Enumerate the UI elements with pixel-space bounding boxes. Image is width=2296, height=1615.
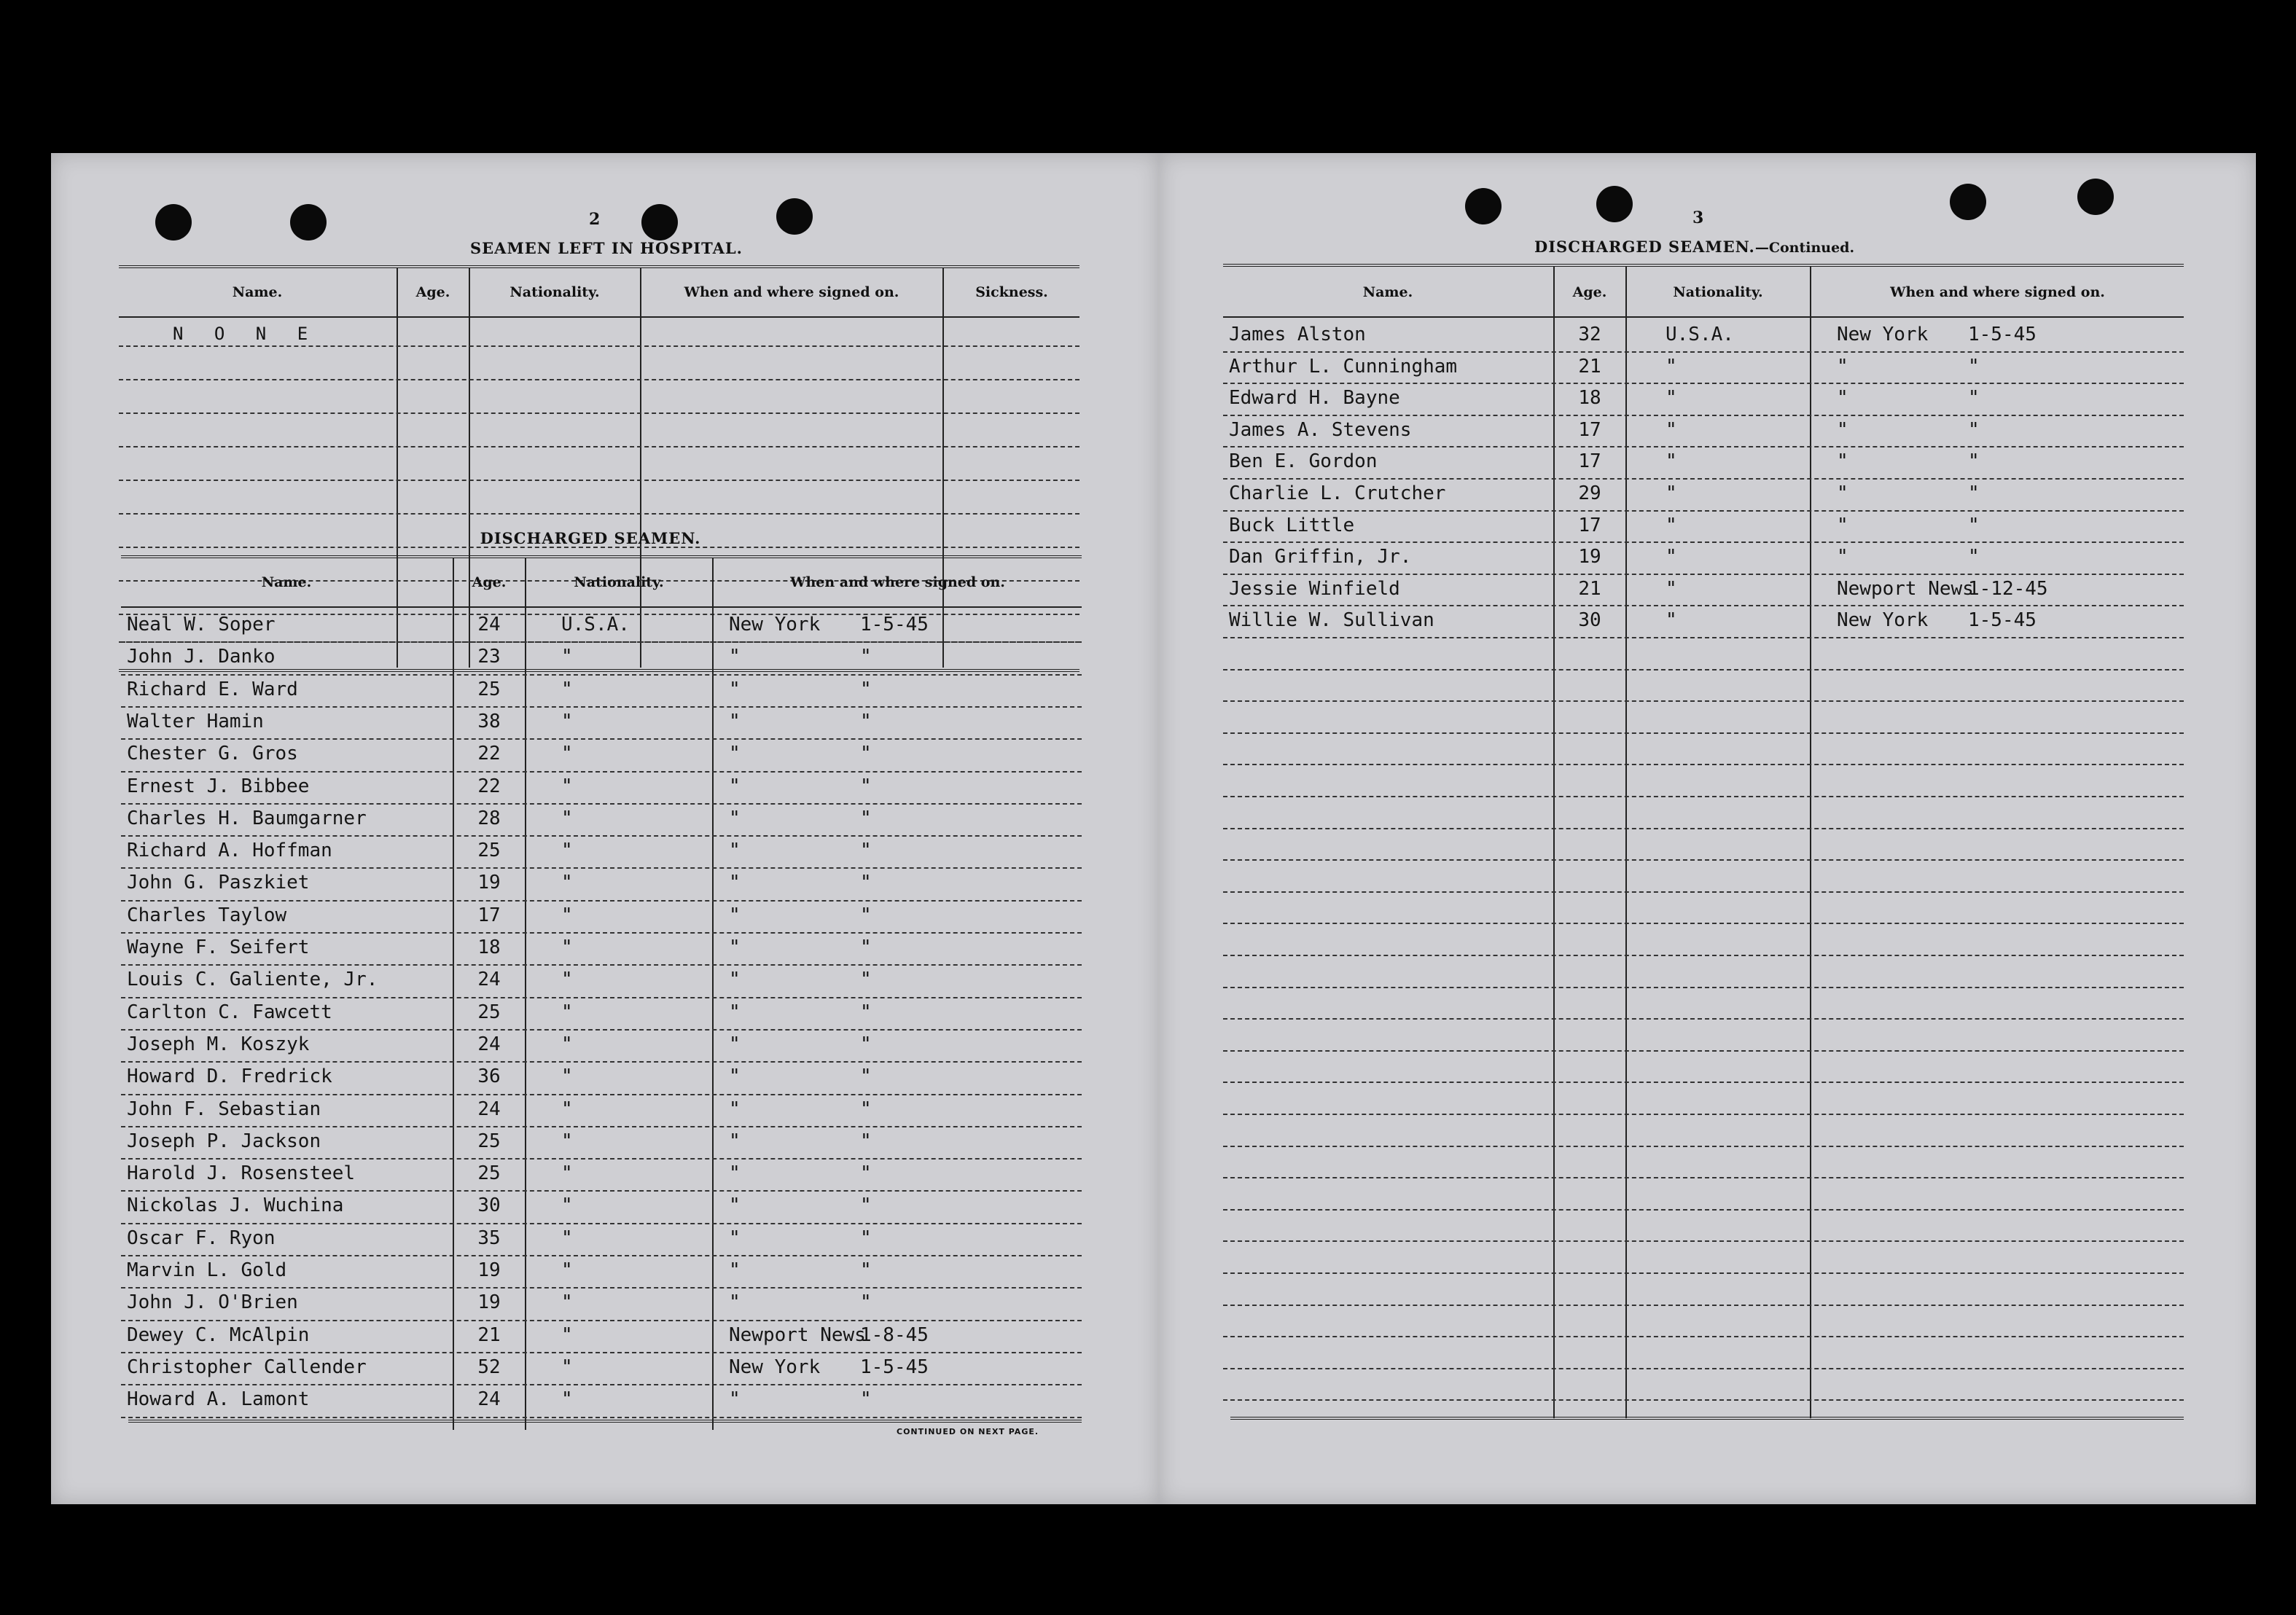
row-nationality: " (561, 678, 573, 700)
row-age: 19 (1578, 546, 1601, 568)
table-row-line (121, 1158, 1082, 1160)
row-nationality: " (561, 710, 573, 732)
binder-hole (1465, 188, 1502, 224)
table-row-line (1223, 605, 2184, 606)
hospital-header-sickness: Sickness. (975, 284, 1048, 300)
table-row-line (1223, 637, 2184, 638)
row-signed-on-date: 1-12-45 (1968, 577, 2048, 600)
row-signed-on-place: " (729, 646, 741, 668)
row-signed-on-place: Newport News (729, 1323, 866, 1346)
table-row-line (1223, 955, 2184, 956)
row-signed-on-place: " (729, 1388, 741, 1411)
right-header-rule (1223, 316, 2184, 318)
row-signed-on-date: 1-8-45 (860, 1323, 929, 1346)
row-signed-on-place: " (1837, 418, 1848, 441)
row-signed-on-place: " (729, 1259, 741, 1281)
row-age: 24 (477, 1388, 501, 1411)
row-signed-on-place: " (1837, 387, 1848, 410)
discharged-col-divider (525, 558, 526, 1430)
table-row-line (1223, 510, 2184, 512)
row-age: 29 (1578, 482, 1601, 504)
row-nationality: " (561, 1259, 573, 1281)
section-title-suffix: —Continued. (1754, 240, 1855, 256)
row-nationality: " (561, 1130, 573, 1152)
table-row-line (1223, 1114, 2184, 1115)
table-row-line (121, 1126, 1082, 1127)
row-nationality: " (1666, 482, 1677, 504)
row-nationality: " (1666, 514, 1677, 536)
row-name: Willie W. Sullivan (1229, 609, 1434, 632)
table-row-line (121, 932, 1082, 934)
row-name: Chester G. Gros (127, 743, 298, 765)
row-nationality: " (561, 1065, 573, 1088)
row-age: 21 (1578, 577, 1601, 600)
table-row-line (1223, 859, 2184, 861)
table-row-line (121, 964, 1082, 966)
row-age: 32 (1578, 324, 1601, 345)
table-row-line (121, 1061, 1082, 1063)
discharged-table-top-rule (121, 555, 1082, 558)
table-row-line (1223, 383, 2184, 384)
row-name: Christopher Callender (127, 1356, 367, 1378)
table-row-line (1223, 446, 2184, 447)
hospital-section-title: SEAMEN LEFT IN HOSPITAL. (470, 239, 743, 257)
table-row-line (1223, 732, 2184, 734)
hospital-row-line (119, 480, 1079, 481)
discharged-header-rule (121, 606, 1082, 608)
row-signed-on-place: " (729, 1065, 741, 1088)
row-age: 38 (477, 710, 501, 732)
row-name: Arthur L. Cunningham (1229, 355, 1458, 378)
hospital-header-name: Name. (232, 284, 283, 300)
table-row-line (121, 706, 1082, 708)
table-row-line (121, 900, 1082, 902)
table-row-line (121, 803, 1082, 805)
row-age: 19 (477, 1259, 501, 1281)
row-signed-on-date: " (860, 678, 872, 700)
row-signed-on-place: " (1837, 482, 1848, 504)
row-signed-on-date: " (860, 904, 872, 926)
row-name: Charles H. Baumgarner (127, 807, 367, 829)
row-signed-on-place: " (1837, 355, 1848, 378)
table-row-line (121, 1417, 1082, 1418)
row-age: 19 (477, 1291, 501, 1314)
row-signed-on-date: " (1968, 355, 1980, 378)
row-nationality: " (1666, 355, 1677, 378)
row-age: 24 (477, 614, 501, 636)
row-signed-on-place: " (729, 1130, 741, 1152)
hospital-row-line (119, 379, 1079, 380)
row-signed-on-date: 1-5-45 (1968, 609, 2037, 632)
row-signed-on-place: " (729, 840, 741, 862)
row-signed-on-place: " (1837, 514, 1848, 536)
row-signed-on-place: New York (729, 1356, 821, 1378)
row-age: 25 (477, 1162, 501, 1185)
row-signed-on-place: " (729, 1162, 741, 1185)
row-signed-on-place: New York (1837, 609, 1929, 632)
row-signed-on-place: " (729, 1291, 741, 1314)
row-signed-on-date: " (860, 1001, 872, 1023)
row-signed-on-place: " (729, 1098, 741, 1120)
row-signed-on-date: " (860, 1098, 872, 1120)
row-name: Edward H. Bayne (1229, 387, 1400, 410)
table-row-line (1223, 1082, 2184, 1083)
row-name: Howard D. Fredrick (127, 1065, 332, 1088)
row-age: 22 (477, 743, 501, 765)
row-signed-on-place: " (729, 807, 741, 829)
row-age: 23 (477, 646, 501, 668)
row-nationality: " (561, 646, 573, 668)
table-row-line (1223, 891, 2184, 893)
row-name: Louis C. Galiente, Jr. (127, 969, 378, 991)
row-nationality: " (561, 904, 573, 926)
row-signed-on-date: " (1968, 450, 1980, 473)
row-age: 24 (477, 1098, 501, 1120)
table-row-line (121, 1190, 1082, 1192)
row-signed-on-date: " (1968, 418, 1980, 441)
row-nationality: " (561, 1098, 573, 1120)
row-age: 25 (477, 1130, 501, 1152)
table-row-line (121, 641, 1082, 643)
discharged-table-bottom-rule (128, 1420, 1082, 1423)
right-col-divider (1810, 267, 1811, 1418)
row-signed-on-date: " (860, 1065, 872, 1088)
hospital-none-entry: N O N E (173, 324, 319, 344)
table-row-line (1223, 923, 2184, 924)
table-row-line (1223, 351, 2184, 353)
row-name: Dewey C. McAlpin (127, 1323, 310, 1346)
row-name: Carlton C. Fawcett (127, 1001, 332, 1023)
row-nationality: " (561, 840, 573, 862)
row-name: Walter Hamin (127, 710, 264, 732)
table-row-line (1223, 1177, 2184, 1178)
row-signed-on-date: " (860, 743, 872, 765)
row-name: Richard E. Ward (127, 678, 298, 700)
row-signed-on-place: " (729, 1227, 741, 1249)
row-name: Harold J. Rosensteel (127, 1162, 356, 1185)
row-age: 21 (477, 1323, 501, 1346)
table-row-line (1223, 796, 2184, 797)
row-signed-on-date: " (860, 1033, 872, 1055)
row-nationality: " (561, 1033, 573, 1055)
discharged-header-name: Name. (261, 574, 312, 590)
right-header-age: Age. (1572, 284, 1607, 300)
row-signed-on-date: " (860, 1194, 872, 1217)
row-signed-on-date: " (860, 1388, 872, 1411)
row-name: Joseph P. Jackson (127, 1130, 321, 1152)
table-row-line (121, 1287, 1082, 1289)
hospital-table-bottom-rule (119, 669, 1079, 672)
row-age: 17 (1578, 418, 1601, 441)
row-signed-on-date: " (1968, 482, 1980, 504)
right-header-nationality: Nationality. (1673, 284, 1763, 300)
row-nationality: " (561, 775, 573, 797)
row-signed-on-place: " (729, 904, 741, 926)
row-nationality: " (1666, 546, 1677, 568)
hospital-table-top-rule (119, 265, 1079, 268)
hospital-header-signed-on: When and where signed on. (684, 284, 899, 300)
row-signed-on-date: " (860, 1291, 872, 1314)
row-age: 21 (1578, 355, 1601, 378)
row-age: 17 (1578, 514, 1601, 536)
row-signed-on-place: " (729, 678, 741, 700)
table-row-line (121, 867, 1082, 869)
table-row-line (1223, 1336, 2184, 1337)
row-nationality: " (1666, 450, 1677, 473)
row-age: 19 (477, 872, 501, 894)
row-signed-on-date: " (860, 1227, 872, 1249)
row-nationality: " (1666, 577, 1677, 600)
table-row-line (1223, 1018, 2184, 1020)
row-name: John F. Sebastian (127, 1098, 321, 1120)
binder-hole (155, 204, 192, 241)
table-row-line (1223, 987, 2184, 988)
table-row-line (121, 738, 1082, 740)
binder-hole (2077, 179, 2114, 215)
table-row-line (1223, 1146, 2184, 1147)
table-row-line (1223, 1305, 2184, 1306)
row-name: John G. Paszkiet (127, 872, 310, 894)
right-header-signed-on: When and where signed on. (1890, 284, 2105, 300)
discharged-section-title: DISCHARGED SEAMEN. (480, 529, 701, 547)
row-signed-on-place: " (1837, 450, 1848, 473)
row-age: 17 (477, 904, 501, 926)
row-age: 17 (1578, 450, 1601, 473)
row-nationality: U.S.A. (1666, 324, 1734, 345)
row-nationality: " (561, 1388, 573, 1411)
table-row-line (1223, 828, 2184, 829)
row-signed-on-date: " (860, 840, 872, 862)
row-signed-on-place: " (729, 710, 741, 732)
table-row-line (1223, 700, 2184, 702)
row-age: 25 (477, 1001, 501, 1023)
discharged-header-signed-on: When and where signed on. (790, 574, 1005, 590)
table-row-line (121, 771, 1082, 773)
table-row-line (1223, 1368, 2184, 1369)
hospital-row-line (119, 345, 1079, 347)
row-signed-on-date: " (860, 710, 872, 732)
row-age: 30 (477, 1194, 501, 1217)
binder-hole (290, 204, 327, 241)
row-name: James Alston (1229, 324, 1366, 345)
hospital-row-line (119, 513, 1079, 515)
hospital-header-age: Age. (415, 284, 450, 300)
row-name: Charlie L. Crutcher (1229, 482, 1446, 504)
row-signed-on-place: " (1837, 546, 1848, 568)
row-nationality: " (1666, 609, 1677, 632)
table-row-line (121, 1029, 1082, 1031)
row-nationality: U.S.A. (561, 614, 630, 636)
row-signed-on-date: " (1968, 546, 1980, 568)
row-signed-on-place: New York (1837, 324, 1929, 345)
right-table-bottom-rule (1230, 1417, 2184, 1420)
table-row-line (1223, 1050, 2184, 1052)
row-name: Charles Taylow (127, 904, 287, 926)
row-name: Joseph M. Koszyk (127, 1033, 310, 1055)
table-row-line (121, 674, 1082, 676)
row-signed-on-place: " (729, 872, 741, 894)
binder-hole (1950, 184, 1986, 220)
table-row-line (121, 1094, 1082, 1095)
row-age: 25 (477, 840, 501, 862)
hospital-header-nationality: Nationality. (509, 284, 600, 300)
row-name: Dan Griffin, Jr. (1229, 546, 1412, 568)
binder-hole (1596, 186, 1633, 222)
row-name: Wayne F. Seifert (127, 936, 310, 958)
table-row-line (121, 1223, 1082, 1224)
table-row-line (121, 1255, 1082, 1256)
row-signed-on-date: " (860, 1130, 872, 1152)
row-name: Ernest J. Bibbee (127, 775, 310, 797)
row-nationality: " (561, 1194, 573, 1217)
table-row-line (1223, 669, 2184, 670)
table-row-line (121, 1352, 1082, 1353)
page-number: 3 (1692, 208, 1704, 227)
table-row-line (1223, 574, 2184, 575)
row-age: 22 (477, 775, 501, 797)
row-name: James A. Stevens (1229, 418, 1412, 441)
binder-hole (641, 204, 678, 241)
row-signed-on-place: " (729, 1033, 741, 1055)
table-row-line (121, 835, 1082, 837)
row-age: 52 (477, 1356, 501, 1378)
table-row-line (1223, 1399, 2184, 1401)
row-signed-on-date: 1-5-45 (1968, 324, 2037, 345)
continued-note: CONTINUED ON NEXT PAGE. (897, 1427, 1039, 1436)
row-name: Howard A. Lamont (127, 1388, 310, 1411)
row-age: 36 (477, 1065, 501, 1088)
discharged-continued-title (1534, 238, 1855, 256)
row-nationality: " (561, 1291, 573, 1314)
row-signed-on-date: " (860, 936, 872, 958)
row-nationality: " (561, 872, 573, 894)
row-signed-on-place: " (729, 743, 741, 765)
binder-hole (776, 198, 813, 235)
row-nationality: " (561, 1001, 573, 1023)
row-name: Oscar F. Ryon (127, 1227, 276, 1249)
row-nationality: " (561, 743, 573, 765)
row-nationality: " (561, 1323, 573, 1346)
right-header-name: Name. (1362, 284, 1413, 300)
row-signed-on-date: " (860, 807, 872, 829)
row-age: 28 (477, 807, 501, 829)
row-name: Neal W. Soper (127, 614, 276, 636)
row-signed-on-date: " (860, 775, 872, 797)
row-nationality: " (561, 1356, 573, 1378)
row-signed-on-date: " (860, 969, 872, 991)
row-signed-on-place: " (729, 969, 741, 991)
row-signed-on-date: 1-5-45 (860, 614, 929, 636)
table-row-line (121, 1320, 1082, 1321)
row-signed-on-date: 1-5-45 (860, 1356, 929, 1378)
row-signed-on-date: " (1968, 514, 1980, 536)
page-number: 2 (589, 210, 601, 229)
row-nationality: " (1666, 387, 1677, 410)
row-name: Nickolas J. Wuchina (127, 1194, 344, 1217)
row-age: 35 (477, 1227, 501, 1249)
row-name: Buck Little (1229, 514, 1355, 536)
row-signed-on-place: " (729, 775, 741, 797)
row-nationality: " (561, 1227, 573, 1249)
table-row-line (1223, 764, 2184, 765)
row-signed-on-date: " (860, 872, 872, 894)
row-signed-on-date: " (860, 1162, 872, 1185)
table-row-line (1223, 1240, 2184, 1242)
row-age: 18 (1578, 387, 1601, 410)
row-name: Marvin L. Gold (127, 1259, 287, 1281)
row-nationality: " (1666, 418, 1677, 441)
discharged-header-age: Age. (472, 574, 507, 590)
row-age: 18 (477, 936, 501, 958)
row-signed-on-place: " (729, 1001, 741, 1023)
row-name: Richard A. Hoffman (127, 840, 332, 862)
row-nationality: " (561, 807, 573, 829)
table-row-line (1223, 478, 2184, 480)
hospital-header-rule (119, 316, 1079, 318)
row-name: Ben E. Gordon (1229, 450, 1378, 473)
table-row-line (1223, 1272, 2184, 1274)
table-row-line (1223, 1209, 2184, 1211)
discharged-header-nationality: Nationality. (574, 574, 664, 590)
hospital-row-line (119, 412, 1079, 414)
row-nationality: " (561, 969, 573, 991)
row-age: 30 (1578, 609, 1601, 632)
hospital-row-line (119, 446, 1079, 447)
table-row-line (121, 997, 1082, 998)
row-nationality: " (561, 1162, 573, 1185)
row-name: John J. Danko (127, 646, 276, 668)
discharged-col-divider (712, 558, 714, 1430)
table-row-line (121, 1384, 1082, 1385)
row-age: 25 (477, 678, 501, 700)
row-signed-on-place: New York (729, 614, 821, 636)
row-signed-on-date: " (1968, 387, 1980, 410)
row-age: 24 (477, 1033, 501, 1055)
right-page (1159, 153, 2256, 1504)
row-signed-on-place: " (729, 1194, 741, 1217)
row-signed-on-place: " (729, 936, 741, 958)
left-page (51, 153, 1159, 1504)
row-signed-on-place: Newport News (1837, 577, 1974, 600)
row-name: Jessie Winfield (1229, 577, 1400, 600)
row-signed-on-date: " (860, 1259, 872, 1281)
section-title-text: DISCHARGED SEAMEN. (1534, 238, 1755, 256)
row-age: 24 (477, 969, 501, 991)
row-signed-on-date: " (860, 646, 872, 668)
row-name: John J. O'Brien (127, 1291, 298, 1314)
right-col-divider (1625, 267, 1627, 1418)
right-table-top-rule (1223, 264, 2184, 267)
row-nationality: " (561, 936, 573, 958)
table-row-line (1223, 415, 2184, 416)
table-row-line (1223, 541, 2184, 543)
